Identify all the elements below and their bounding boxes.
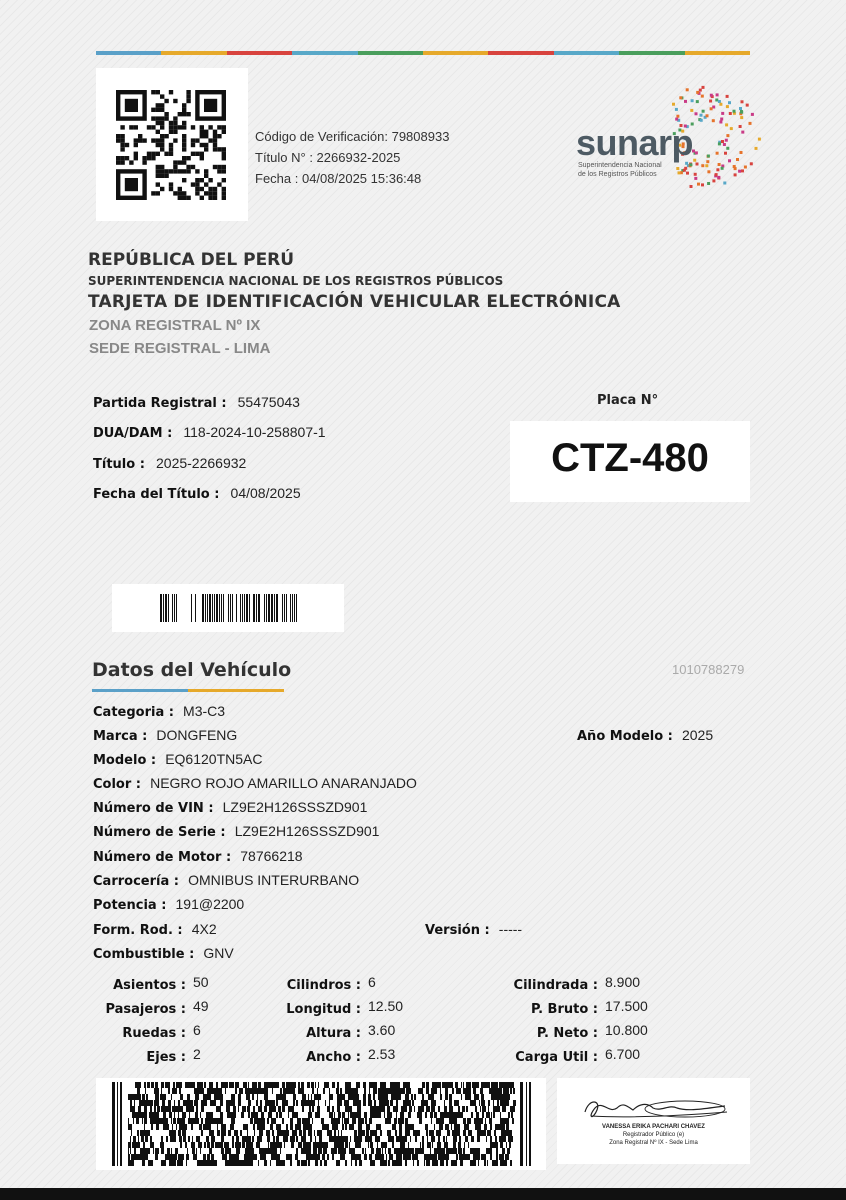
serie-row: [93, 821, 379, 840]
section-underline: [92, 689, 284, 692]
partida-row: [93, 392, 300, 411]
combustible-label: Combustible :: [93, 947, 195, 962]
carga-value: 6.700: [605, 1046, 641, 1062]
version-value: -----: [498, 921, 523, 937]
pneto-value: 10.800: [605, 1022, 648, 1038]
pasajeros-value: 49: [193, 998, 209, 1014]
stripe-segment: [227, 51, 292, 55]
fecha-titulo-label: Fecha del Título :: [93, 487, 220, 502]
potencia-value: 191@2200: [175, 896, 245, 912]
modelo-label: Modelo :: [93, 753, 157, 768]
anio-row: [577, 725, 713, 744]
modelo-row: [93, 749, 262, 768]
serie-value: LZ9E2H126SSSZD901: [234, 823, 380, 839]
sunarp-logo: [572, 84, 762, 194]
ancho-label-cell: [240, 1046, 361, 1065]
version-row: [425, 919, 522, 938]
verification-info: [255, 126, 449, 189]
marca-value: DONGFENG: [156, 727, 238, 743]
ejes-label: Ejes :: [146, 1050, 186, 1065]
plate-number: CTZ-480: [551, 436, 709, 480]
stripe-segment: [96, 51, 161, 55]
vin-row: [93, 797, 367, 816]
titulo-row: [93, 453, 246, 472]
stripe-segment: [554, 51, 619, 55]
altura-label-cell: [240, 1022, 361, 1041]
carroceria-row: [93, 870, 359, 889]
ancho-value: 2.53: [368, 1046, 396, 1062]
pasajeros-label-cell: [60, 998, 186, 1017]
vin-label: Número de VIN :: [93, 801, 214, 816]
verification-date: Fecha : 04/08/2025 15:36:48: [255, 171, 422, 186]
combustible-row: [93, 943, 234, 962]
stripe-segment: [161, 51, 226, 55]
plate-label: Placa N°: [597, 393, 659, 408]
motor-label: Número de Motor :: [93, 850, 232, 865]
cilindros-value: 6: [368, 974, 376, 990]
signer-office: Zona Registral Nº IX - Sede Lima: [609, 1140, 698, 1146]
titulo-value: 2025-2266932: [156, 455, 247, 471]
asientos-value: 50: [193, 974, 209, 990]
partida-label: Partida Registral :: [93, 396, 227, 411]
motor-row: [93, 846, 303, 865]
ruedas-value: 6: [193, 1022, 201, 1038]
cilindrada-label: Cilindrada :: [513, 978, 598, 993]
bottom-bar: [0, 1188, 846, 1200]
dua-row: [93, 422, 326, 441]
ruedas-label: Ruedas :: [122, 1026, 186, 1041]
color-label: Color :: [93, 777, 141, 792]
verification-title: Título N° : 2266932-2025: [255, 150, 401, 165]
altura-label: Altura :: [306, 1026, 361, 1041]
marca-row: [93, 725, 237, 744]
dua-label: DUA/DAM :: [93, 426, 173, 441]
formrod-label: Form. Rod. :: [93, 923, 183, 938]
signer-name: VANESSA ERIKA PACHARI CHAVEZ: [602, 1124, 705, 1130]
version-label: Versión :: [425, 923, 490, 938]
stripe-segment: [292, 51, 357, 55]
fecha-titulo-row: [93, 483, 301, 502]
potencia-row: [93, 894, 244, 913]
partida-value: 55475043: [237, 394, 300, 410]
vehicle-section-title: Datos del Vehículo: [92, 659, 292, 681]
zone-heading: ZONA REGISTRAL Nº IX: [89, 317, 261, 334]
stripe-segment: [619, 51, 684, 55]
logo-subtitle-line-2: de los Registros Públicos: [578, 171, 657, 178]
cilindrada-value: 8.900: [605, 974, 641, 990]
country-heading: REPÚBLICA DEL PERÚ: [88, 250, 295, 270]
motor-value: 78766218: [240, 848, 303, 864]
pbruto-value: 17.500: [605, 998, 648, 1014]
verification-code: Código de Verificación: 79808933: [255, 129, 450, 144]
small-barcode: [112, 584, 344, 632]
pneto-label: P. Neto :: [536, 1026, 598, 1041]
stripe-segment: [358, 51, 423, 55]
ruedas-label-cell: [60, 1022, 186, 1041]
logo-subtitle-line-1: Superintendencia Nacional: [578, 162, 662, 169]
stripe-segment: [685, 51, 750, 55]
agency-heading: SUPERINTENDENCIA NACIONAL DE LOS REGISTROS PÚBLICOS: [88, 274, 504, 288]
office-heading: SEDE REGISTRAL - LIMA: [89, 340, 271, 357]
cilindros-label: Cilindros :: [286, 978, 361, 993]
formrod-value: 4X2: [191, 921, 217, 937]
logo-word: sunarp: [576, 122, 694, 163]
altura-value: 3.60: [368, 1022, 396, 1038]
asientos-label-cell: [60, 974, 186, 993]
potencia-label: Potencia :: [93, 898, 167, 913]
reference-number: 1010788279: [672, 662, 745, 677]
pbruto-label: P. Bruto :: [530, 1002, 598, 1017]
pdf417-barcode: [96, 1078, 546, 1170]
stripe-segment: [488, 51, 553, 55]
anio-label: Año Modelo :: [577, 729, 673, 744]
categoria-label: Categoria :: [93, 705, 174, 720]
serie-label: Número de Serie :: [93, 825, 226, 840]
dua-value: 118-2024-10-258807-1: [183, 424, 326, 440]
color-value: NEGRO ROJO AMARILLO ANARANJADO: [150, 775, 417, 791]
pbruto-label-cell: [450, 998, 598, 1017]
carga-label-cell: [450, 1046, 598, 1065]
carroceria-label: Carrocería :: [93, 874, 179, 889]
vin-value: LZ9E2H126SSSZD901: [222, 799, 368, 815]
signature-block: [557, 1078, 750, 1164]
longitud-label: Longitud :: [286, 1002, 361, 1017]
formrod-row: [93, 919, 217, 938]
ancho-label: Ancho :: [306, 1050, 361, 1065]
pasajeros-label: Pasajeros :: [105, 1002, 186, 1017]
document-title: TARJETA DE IDENTIFICACIÓN VEHICULAR ELECTRÓNICA: [88, 292, 621, 312]
asientos-label: Asientos :: [113, 978, 186, 993]
logo-subtitle: [578, 161, 688, 179]
combustible-value: GNV: [203, 945, 234, 961]
longitud-value: 12.50: [368, 998, 404, 1014]
categoria-row: [93, 701, 225, 720]
categoria-value: M3-C3: [183, 703, 226, 719]
ejes-value: 2: [193, 1046, 201, 1062]
carga-label: Carga Util :: [515, 1050, 598, 1065]
longitud-label-cell: [240, 998, 361, 1017]
carroceria-value: OMNIBUS INTERURBANO: [188, 872, 360, 888]
marca-label: Marca :: [93, 729, 148, 744]
anio-value: 2025: [681, 727, 714, 743]
modelo-value: EQ6120TN5AC: [165, 751, 263, 767]
signer-role: Registrador Público (e): [622, 1132, 685, 1138]
cilindrada-label-cell: [450, 974, 598, 993]
cilindros-label-cell: [240, 974, 361, 993]
titulo-label: Título :: [93, 457, 145, 472]
fecha-titulo-value: 04/08/2025: [230, 485, 301, 501]
pneto-label-cell: [450, 1022, 598, 1041]
qr-code: [96, 68, 248, 221]
signature-scribble: [557, 1078, 750, 1164]
color-row: [93, 773, 417, 792]
stripe-segment: [423, 51, 488, 55]
ejes-label-cell: [60, 1046, 186, 1065]
color-stripe: [96, 51, 750, 55]
